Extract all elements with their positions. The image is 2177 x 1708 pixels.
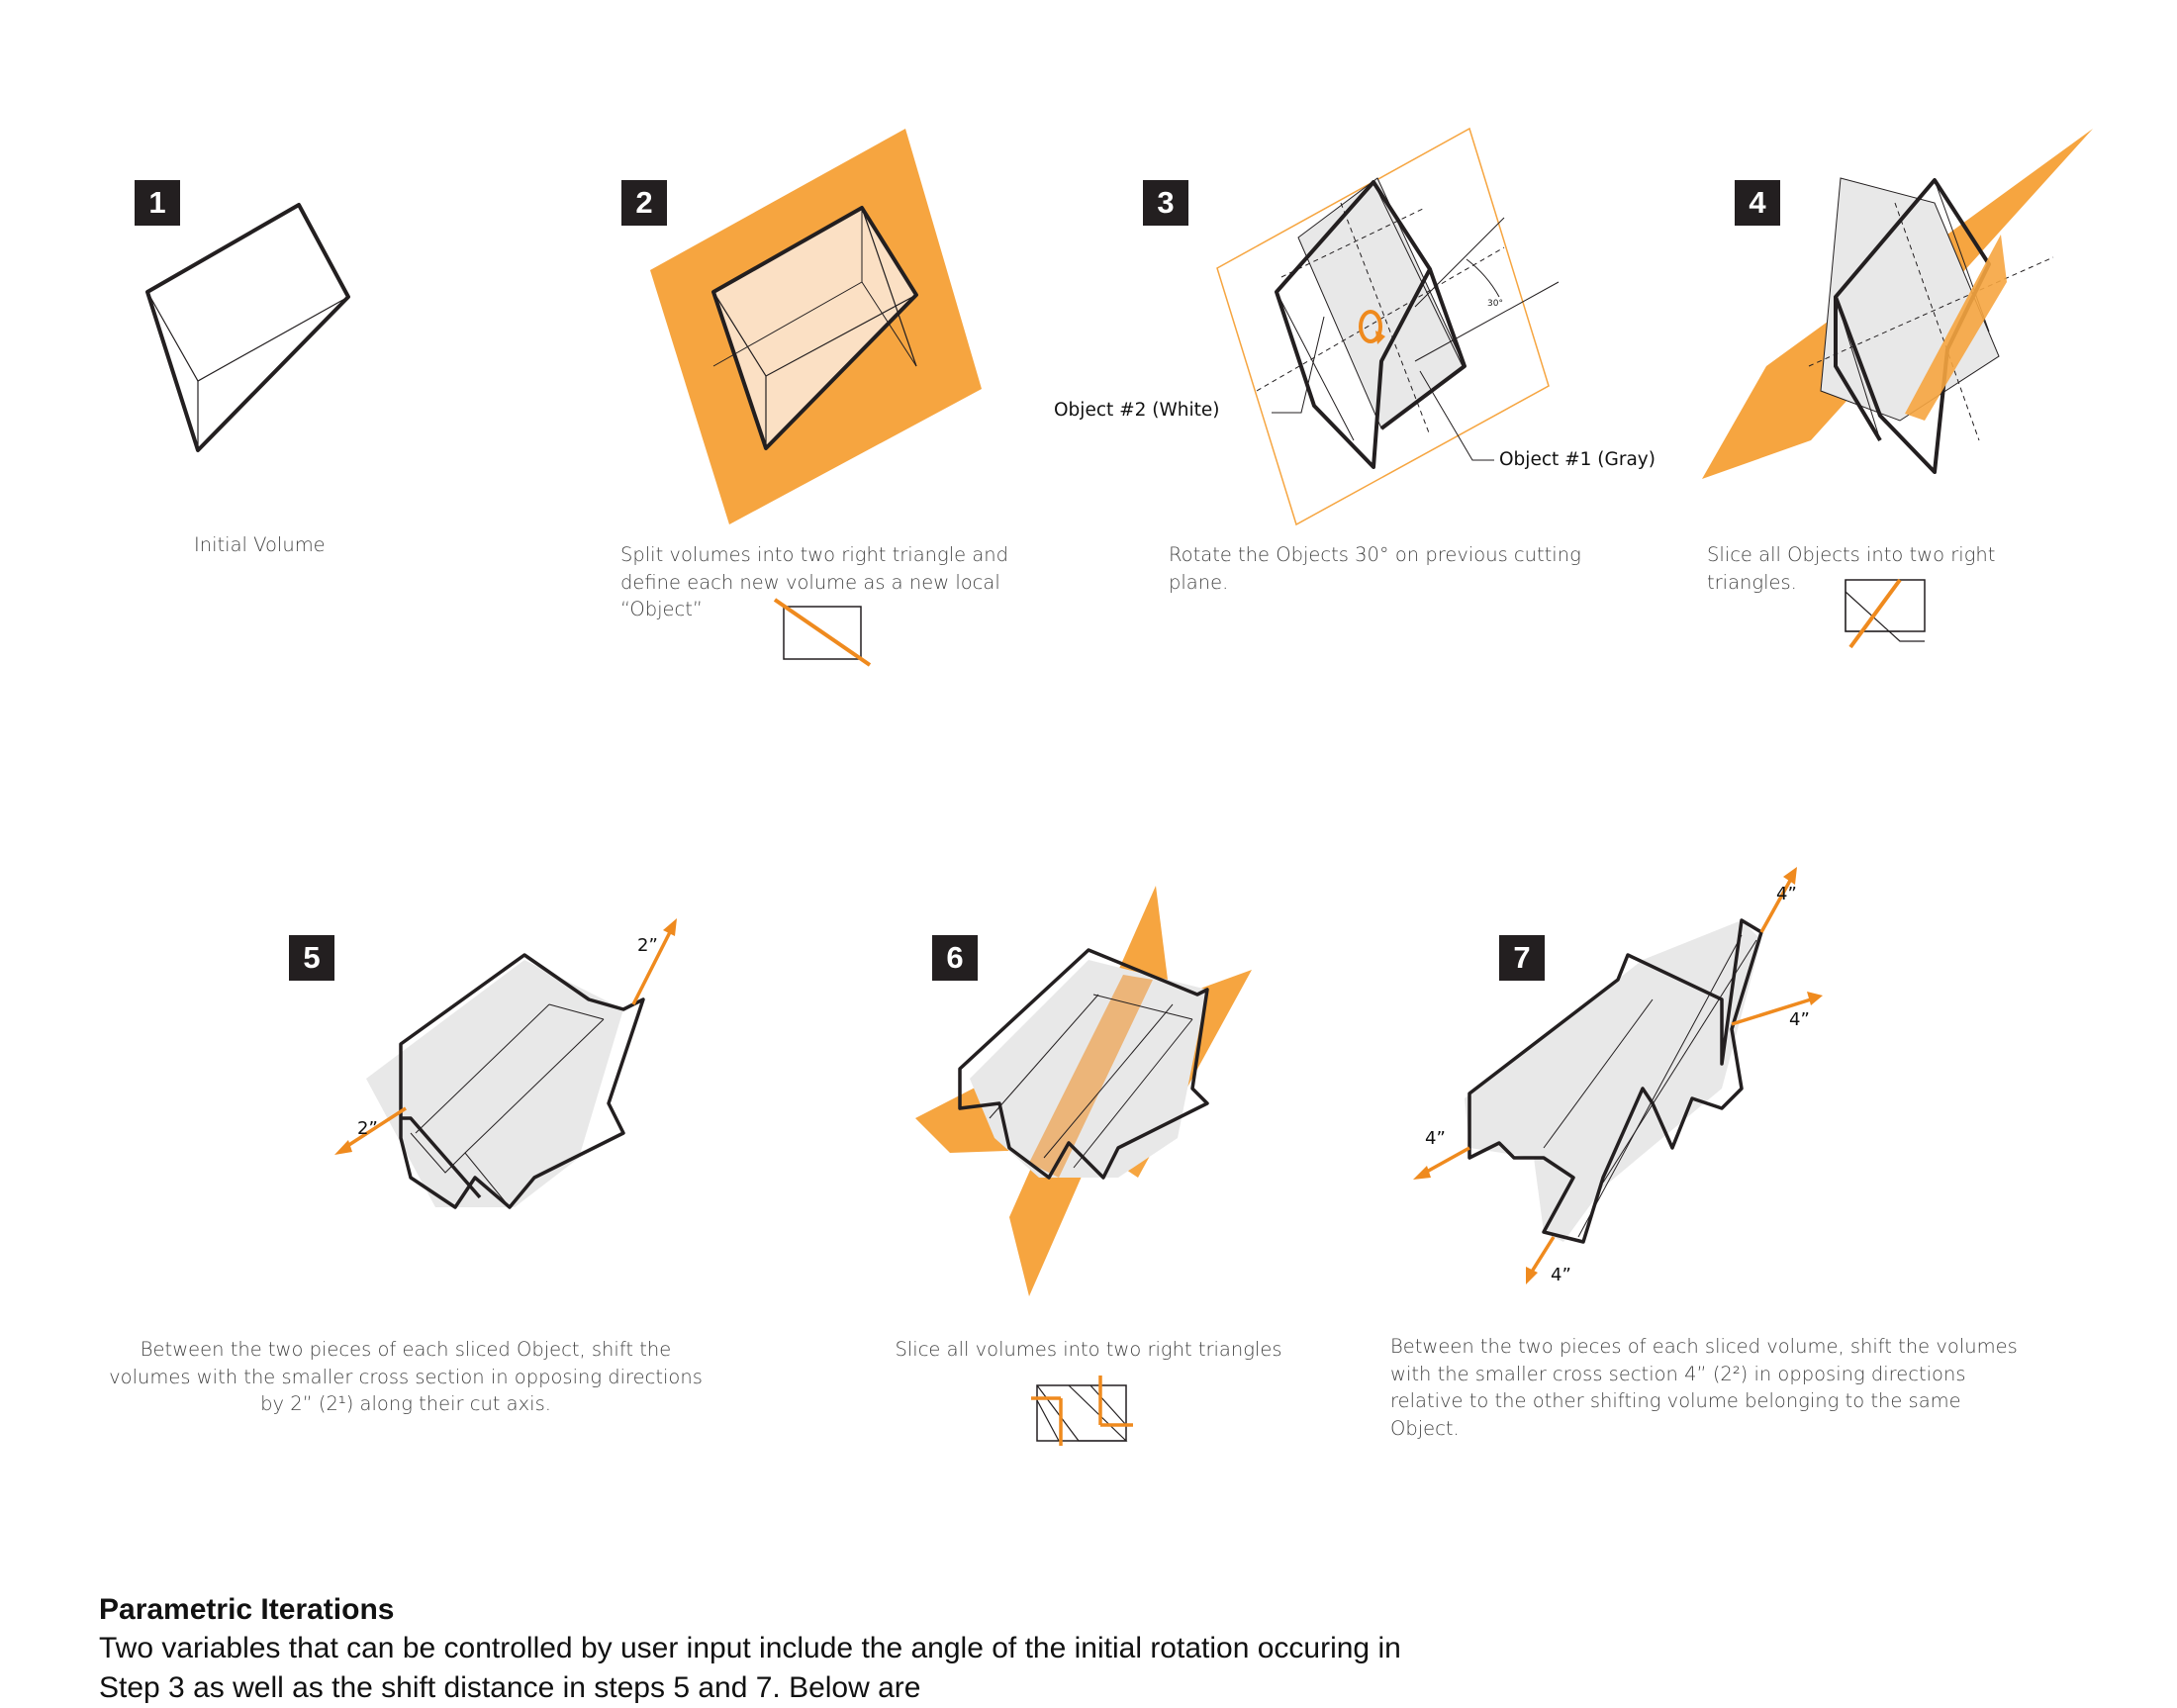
step-4-caption: Slice all Objects into two right triangles. (1707, 543, 1996, 594)
step-6-icon (1029, 1371, 1138, 1450)
step-3-drawing (1207, 119, 1583, 534)
step-6-badge: 6 (932, 935, 978, 981)
step-1-caption: Initial Volume (194, 533, 326, 556)
step-2-badge: 2 (621, 180, 667, 226)
step-5-caption: Between the two pieces of each sliced Object, shift the volumes with the smaller cross section in opposing directions by 2” (2¹) along their cut axis. (109, 1338, 703, 1415)
step-4-badge: 4 (1735, 180, 1780, 226)
object-1-gray (1298, 178, 1465, 428)
step-1-badge: 1 (135, 180, 180, 226)
shift-arrowhead (334, 1140, 352, 1155)
shift-label-right: 4” (1789, 1009, 1810, 1030)
shift-label-top: 2” (637, 935, 658, 956)
angle-arc (1467, 259, 1499, 297)
step-6-caption: Slice all volumes into two right triangles (895, 1338, 1282, 1361)
footer-body: Two variables that can be controlled by user input include the angle of the initial rotation occuring in Step 3 as well as the shift distance in steps 5 and 7. Below are (99, 1632, 1401, 1704)
step-4-drawing (1692, 124, 2108, 490)
object-2-label: Object #2 (White) (1054, 400, 1220, 421)
step-2-caption: Split volumes into two right triangle and define each new volume as a new local “Object” (620, 543, 1009, 620)
initial-volume-outline (147, 205, 348, 450)
step-6-drawing (910, 881, 1277, 1296)
shift-label-left: 4” (1425, 1128, 1446, 1149)
step-3-badge: 3 (1143, 180, 1188, 226)
shift-label-bottom: 2” (357, 1118, 378, 1139)
object-1-label: Object #1 (Gray) (1499, 449, 1656, 470)
shift-arrow (1425, 1148, 1469, 1173)
step-7-badge: 7 (1499, 935, 1545, 981)
step-5-drawing (327, 910, 693, 1247)
step-7-caption: Between the two pieces of each sliced volume, shift the volumes with the smaller cross section 4” (2²) in opposing directions relative to the other shifting volume belonging to the same Object. (1390, 1335, 2018, 1440)
rotation-reference-line (1415, 218, 1504, 307)
angle-label: 30° (1487, 299, 1503, 309)
step-5-badge: 5 (289, 935, 334, 981)
step-4-icon-box (1846, 580, 1925, 631)
footer-title: Parametric Iterations (99, 1593, 395, 1626)
shift-label-top: 4” (1776, 884, 1797, 904)
step-1-drawing (129, 188, 376, 475)
shift-arrowhead (1413, 1166, 1431, 1180)
step-3-caption: Rotate the Objects 30° on previous cutting plane. (1169, 543, 1581, 594)
shift-arrowhead (663, 918, 677, 936)
step-2-icon (772, 594, 881, 673)
step-7-drawing (1405, 861, 1850, 1296)
shifted-object-gray (1465, 920, 1761, 1242)
step-4-icon (1841, 572, 1940, 651)
shift-arrowhead (1807, 992, 1823, 1005)
step-2-drawing (633, 119, 999, 534)
object-2-leader (1272, 317, 1324, 413)
step-6-icon-box (1037, 1385, 1126, 1441)
shift-label-bottom: 4” (1551, 1265, 1571, 1285)
